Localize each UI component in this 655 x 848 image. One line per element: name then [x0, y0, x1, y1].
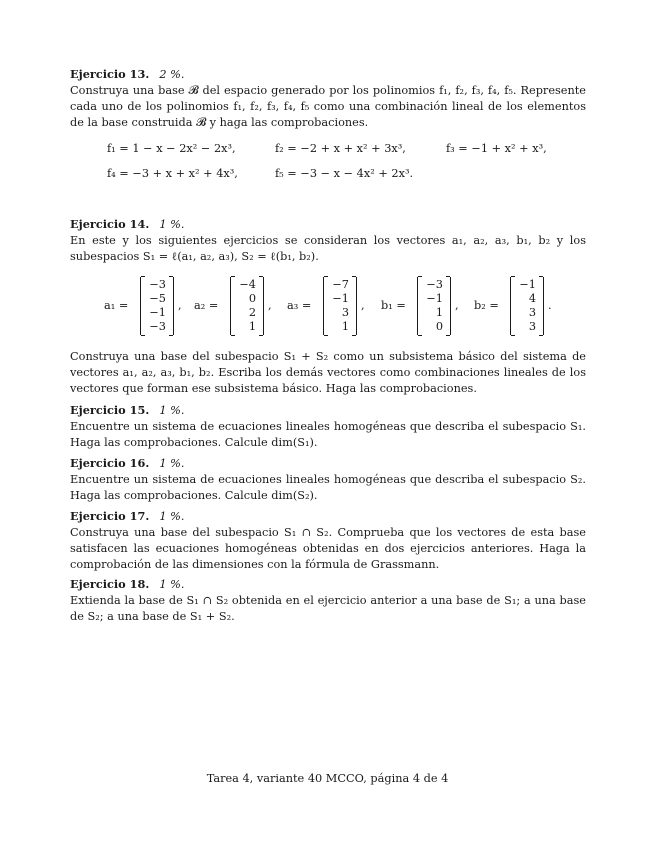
vector-a3-label: a₃ =	[287, 299, 312, 312]
vector-b1-label: b₁ =	[381, 299, 406, 312]
vector-b2-sep: .	[548, 299, 552, 312]
vector-a1-label: a₁ =	[104, 299, 129, 312]
exercise-16-text: Encuentre un sistema de ecuaciones lineales homogéneas que describa el subespacio S₂. Haga las comprobaciones. Calcule dim(S₂).	[70, 473, 586, 502]
formula-f4: f₄ = −3 + x + x² + 4x³,	[107, 167, 238, 180]
formula-f5: f₅ = −3 − x − 4x² + 2x³.	[275, 167, 414, 180]
vector-b2-label: b₂ =	[474, 299, 499, 312]
exercise-18-heading: Ejercicio 18. 1 %.	[70, 577, 185, 591]
formula-f3: f₃ = −1 + x² + x³,	[446, 142, 547, 155]
exercise-16-heading: Ejercicio 16. 1 %.	[70, 456, 185, 470]
vector-a1-sep: ,	[178, 299, 182, 312]
vector-a2-label: a₂ =	[194, 299, 219, 312]
exercise-17-text: Construya una base del subespacio S₁ ∩ S₂. Comprueba que los vectores de esta base satisfacen las ecuaciones homogéneas obtenidas en dos ejercicios anteriores. Haga la comprobación de las dimensiones con la fórmula de Grassmann.	[70, 526, 586, 571]
vector-b2-matrix: −1 4 3 3	[510, 277, 544, 335]
formula-f2: f₂ = −2 + x + x² + 3x³,	[275, 142, 406, 155]
exercise-14-text: Construya una base del subespacio S₁ + S₂ como un subsistema básico del sistema de vectores a₁, a₂, a₃, b₁, b₂. Escriba los demás vectores como combinaciones lineales de los vectores que forman ese subsistema básico. Haga las comprobaciones.	[70, 350, 586, 395]
vector-b1-sep: ,	[455, 299, 459, 312]
page-footer: Tarea 4, variante 40 MCCO, página 4 de 4	[206, 772, 449, 785]
exercise-15-text: Encuentre un sistema de ecuaciones lineales homogéneas que describa el subespacio S₁. Haga las comprobaciones. Calcule dim(S₁).	[70, 420, 586, 449]
vector-a2-sep: ,	[268, 299, 272, 312]
exercise-14-intro: En este y los siguientes ejercicios se consideran los vectores a₁, a₂, a₃, b₁, b₂ y los subespacios S₁ = ℓ(a₁, a₂, a₃), S₂ = ℓ(b₁, b₂).	[70, 234, 586, 263]
vector-a3-matrix: −7 −1 3 1	[323, 277, 357, 335]
exercise-14-heading: Ejercicio 14. 1 %.	[70, 217, 185, 231]
vector-a1-matrix: −3 −5 −1 −3	[140, 277, 174, 335]
vector-b1-matrix: −3 −1 1 0	[417, 277, 451, 335]
exercise-13-heading: Ejercicio 13. 2 %.	[70, 67, 185, 81]
vector-a3-sep: ,	[361, 299, 365, 312]
vector-a2-matrix: −4 0 2 1	[230, 277, 264, 335]
exercise-15-heading: Ejercicio 15. 1 %.	[70, 403, 185, 417]
formula-f1: f₁ = 1 − x − 2x² − 2x³,	[107, 142, 236, 155]
exercise-17-heading: Ejercicio 17. 1 %.	[70, 509, 185, 523]
exercise-13-text: Construya una base 𝓑 del espacio generado por los polinomios f₁, f₂, f₃, f₄, f₅. Represente cada uno de los polinomios f₁, f₂, f₃, f₄, f₅ como una combinación lineal de los elementos de la base construida 𝓑 y haga las comprobaciones.	[70, 84, 586, 129]
exercise-18-text: Extienda la base de S₁ ∩ S₂ obtenida en el ejercicio anterior a una base de S₁; a una base de S₂; a una base de S₁ + S₂.	[70, 594, 586, 623]
